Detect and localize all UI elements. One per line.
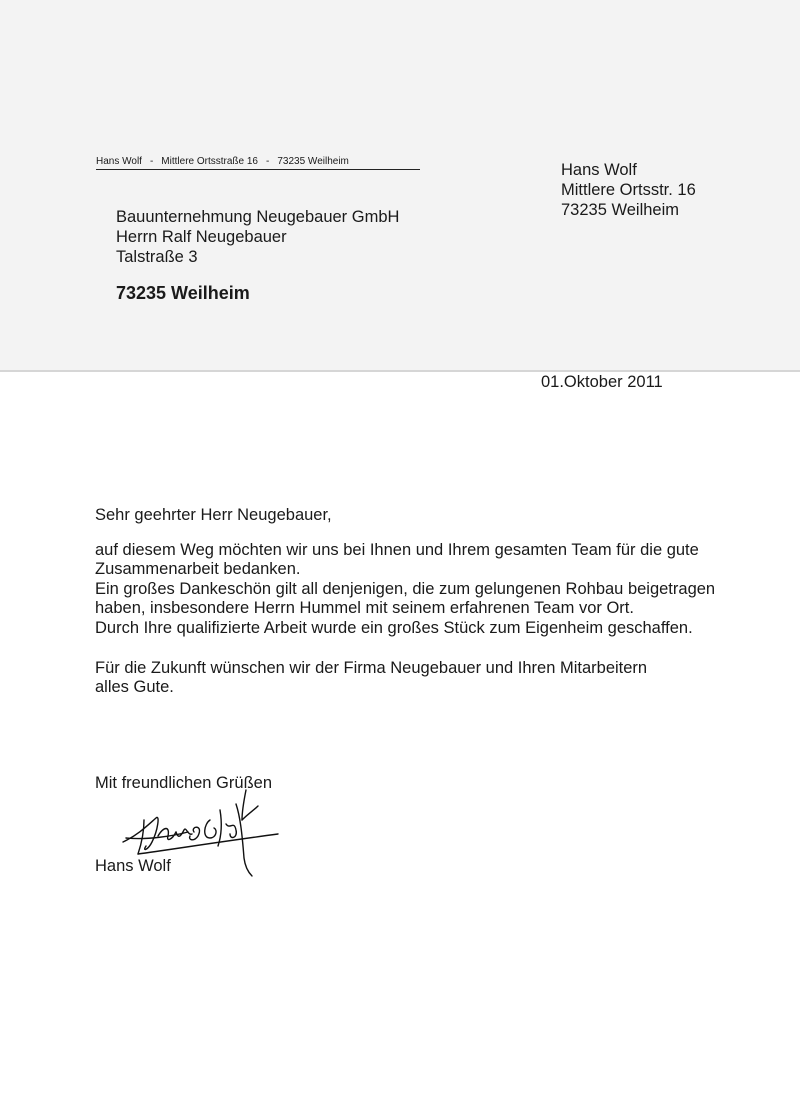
separator: - (149, 156, 154, 167)
paragraph-thanks (95, 541, 735, 639)
return-name: Hans Wolf (96, 156, 142, 167)
salutation: Sehr geehrter Herr Neugebauer, (95, 506, 332, 524)
sender-street: Mittlere Ortsstr. 16 (561, 181, 696, 199)
body-line: Durch Ihre qualifizierte Arbeit wurde ein großes Stück zum Eigenheim geschaffen. (95, 618, 693, 637)
body-line: Zusammenarbeit bedanken. (95, 560, 301, 579)
fold-line (0, 370, 800, 372)
body-line: auf diesem Weg möchten wir uns bei Ihnen und Ihrem gesamten Team für die gute (95, 540, 699, 559)
closing: Mit freundlichen Grüßen (95, 774, 272, 792)
body-line: Ein großes Dankeschön gilt all denjenigen, die zum gelungenen Rohbau beigetragen (95, 579, 716, 598)
recipient-street: Talstraße 3 (116, 248, 198, 266)
return-city: 73235 Weilheim (277, 156, 349, 167)
recipient-address (116, 207, 399, 303)
sender-address (561, 160, 696, 220)
recipient-city: 73235 Weilheim (116, 283, 250, 303)
recipient-person: Herrn Ralf Neugebauer (116, 228, 287, 246)
return-address-line (96, 156, 420, 170)
recipient-company: Bauunternehmung Neugebauer GmbH (116, 208, 400, 226)
body-line: haben, insbesondere Herrn Hummel mit seinem erfahrenen Team vor Ort. (95, 599, 634, 618)
sender-city: 73235 Weilheim (561, 201, 680, 219)
body-line: Für die Zukunft wünschen wir der Firma Neugebauer und Ihren Mitarbeitern (95, 658, 648, 677)
body-line: alles Gute. (95, 678, 174, 697)
return-street: Mittlere Ortsstraße 16 (161, 156, 258, 167)
signer-name: Hans Wolf (95, 857, 171, 875)
sender-name: Hans Wolf (561, 161, 637, 179)
separator: - (266, 156, 270, 167)
letter-date: 01.Oktober 2011 (541, 373, 663, 391)
letter-body (95, 506, 735, 718)
paragraph-wishes (95, 659, 735, 698)
